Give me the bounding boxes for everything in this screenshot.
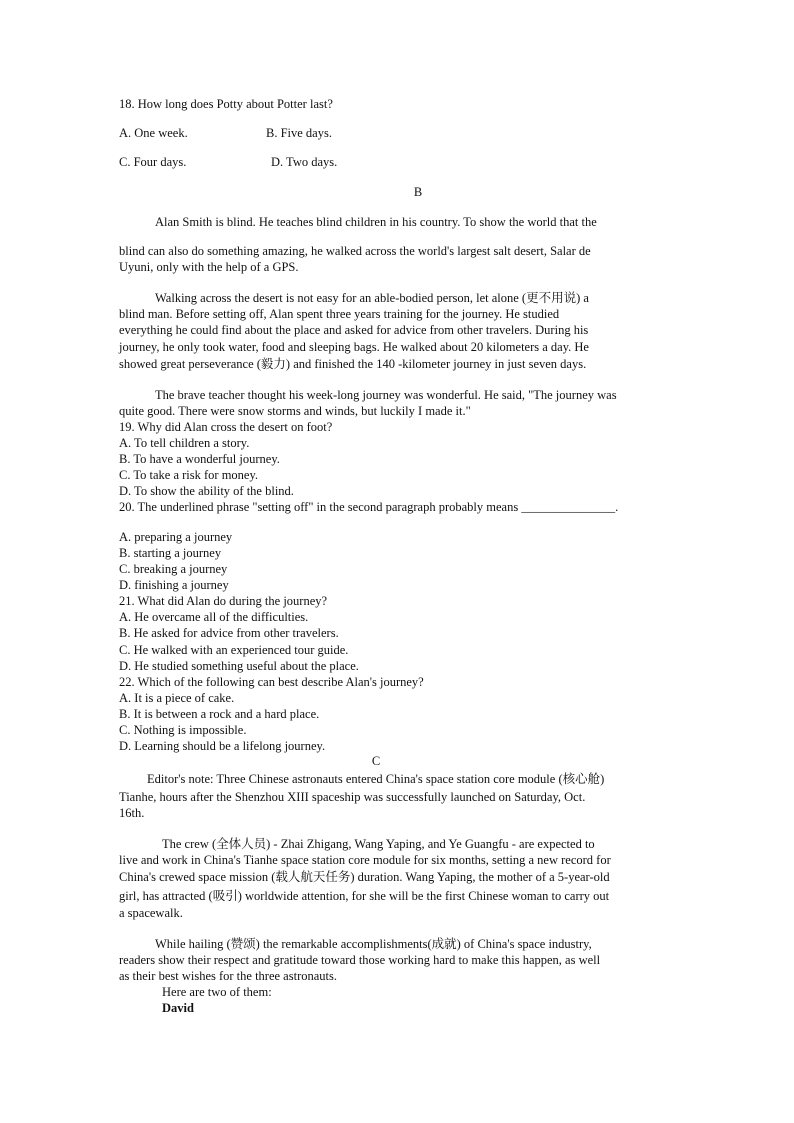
section-c-para1-line2: Tianhe, hours after the Shenzhou XIII spaceship was successfully launched on Saturday, Oct. [119, 790, 586, 804]
section-b-para1-line2: blind can also do something amazing, he walked across the world's largest salt desert, Salar de [119, 244, 591, 258]
question-21-option-b: B. He asked for advice from other travelers. [119, 626, 339, 640]
question-21-option-a: A. He overcame all of the difficulties. [119, 610, 309, 624]
section-b-para2-line3: everything he could find about the place and asked for advice from other travelers. During his [119, 323, 589, 337]
question-20-option-a: A. preparing a journey [119, 530, 233, 544]
section-c-para2-line2: live and work in China's Tianhe space station core module for six months, setting a new record for [119, 853, 611, 867]
section-c-para3-line3: as their best wishes for the three astronauts. [119, 969, 337, 983]
question-20-option-c: C. breaking a journey [119, 562, 228, 576]
section-b-para2-line2: blind man. Before setting off, Alan spent three years training for the journey. He studied [119, 307, 560, 321]
question-22-option-b: B. It is between a rock and a hard place. [119, 707, 320, 721]
question-18-stem: 18. How long does Potty about Potter last? [119, 97, 333, 111]
section-b-heading: B [413, 185, 423, 199]
question-20-stem: 20. The underlined phrase "setting off" in the second paragraph probably means _______________. [119, 500, 619, 514]
section-b-para3-line1: The brave teacher thought his week-long journey was wonderful. He said, "The journey was [155, 388, 617, 402]
section-b-para2-line1: Walking across the desert is not easy for an able-bodied person, let alone (更不用说) a [155, 291, 589, 305]
question-19-option-c: C. To take a risk for money. [119, 468, 259, 482]
section-c-para1-line3: 16th. [119, 806, 145, 820]
section-c-para2-line3: China's crewed space mission (载人航天任务) duration. Wang Yaping, the mother of a 5-year-old [119, 870, 610, 884]
question-19-stem: 19. Why did Alan cross the desert on foot? [119, 420, 333, 434]
question-18-option-c: C. Four days. [119, 155, 187, 169]
question-20-option-b: B. starting a journey [119, 546, 222, 560]
section-b-para2-line5: showed great perseverance (毅力) and finished the 140 -kilometer journey in just seven days. [119, 357, 587, 371]
section-c-para3-line2: readers show their respect and gratitude toward those working hard to make this happen, as well [119, 953, 601, 967]
question-19-option-d: D. To show the ability of the blind. [119, 484, 294, 498]
section-c-intro: Here are two of them: [162, 985, 272, 999]
section-b-para2-line4: journey, he only took water, food and sleeping bags. He walked about 20 kilometers a day. He [119, 340, 589, 354]
question-21-stem: 21. What did Alan do during the journey? [119, 594, 328, 608]
question-20-option-d: D. finishing a journey [119, 578, 229, 592]
section-b-para1-line1: Alan Smith is blind. He teaches blind children in his country. To show the world that the [155, 215, 597, 229]
section-c-para1-line1: Editor's note: Three Chinese astronauts entered China's space station core module (核心舱) [147, 772, 605, 786]
question-18-option-a: A. One week. [119, 126, 188, 140]
question-18-option-b: B. Five days. [266, 126, 332, 140]
question-19-option-a: A. To tell children a story. [119, 436, 250, 450]
question-21-option-c: C. He walked with an experienced tour guide. [119, 643, 349, 657]
question-22-option-d: D. Learning should be a lifelong journey. [119, 739, 326, 753]
section-c-para3-line1: While hailing (赞颂) the remarkable accomplishments(成就) of China's space industry, [155, 937, 592, 951]
question-22-option-a: A. It is a piece of cake. [119, 691, 235, 705]
section-c-heading: C [371, 754, 381, 768]
section-c-para2-line1: The crew (全体人员) - Zhai Zhigang, Wang Yaping, and Ye Guangfu - are expected to [162, 837, 595, 851]
question-19-option-b: B. To have a wonderful journey. [119, 452, 280, 466]
section-c-para2-line4: girl, has attracted (吸引) worldwide attention, for she will be the first Chinese woman to carry out [119, 889, 610, 903]
section-c-para2-line5: a spacewalk. [119, 906, 183, 920]
section-b-para1-line3: Uyuni, only with the help of a GPS. [119, 260, 299, 274]
question-22-stem: 22. Which of the following can best describe Alan's journey? [119, 675, 424, 689]
section-b-para3-line2: quite good. There were snow storms and winds, but luckily I made it." [119, 404, 471, 418]
section-c-name-david: David [162, 1001, 194, 1015]
question-22-option-c: C. Nothing is impossible. [119, 723, 247, 737]
question-18-option-d: D. Two days. [271, 155, 338, 169]
question-21-option-d: D. He studied something useful about the place. [119, 659, 359, 673]
